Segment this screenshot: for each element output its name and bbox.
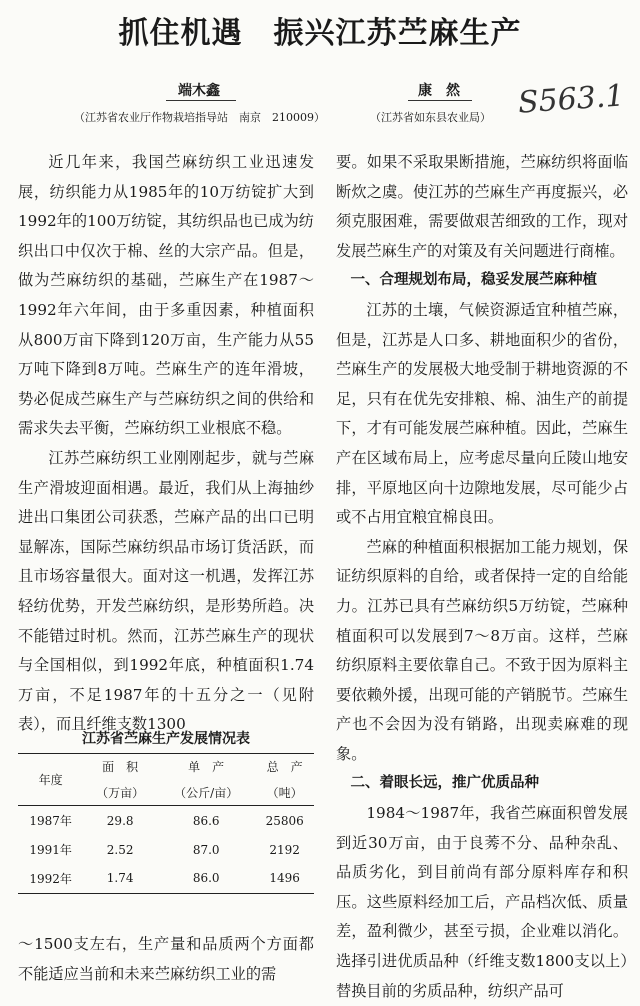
table-cell-year: 1992年 [29, 871, 72, 886]
table-cell-year: 1991年 [29, 843, 72, 857]
handwritten-classification-note: S563.1 [516, 78, 626, 121]
production-table-block [18, 725, 314, 894]
right-column [336, 148, 628, 1006]
table-cell-yield: 86.6 [192, 813, 220, 828]
table-title: 江苏省苎麻生产发展情况表 [82, 731, 250, 747]
left-column [18, 148, 314, 740]
article-title: 抓住机遇 振兴江苏苎麻生产 [118, 16, 522, 51]
table-row [18, 806, 314, 836]
author-1: 端木鑫 [178, 83, 220, 99]
table-row [18, 864, 314, 894]
table-cell-year: 1987年 [29, 814, 72, 829]
author-2-affiliation: （江苏省如东县农业局） [370, 111, 491, 124]
intro-continued: 要。如果不采取果断措施，苎麻纺织将面临断炊之虞。使江苏的苎麻生产再度振兴，必须克服困难，需要做艰苦细致的工作，现对发展苎麻生产的对策及有关问题进行商榷。 [336, 153, 628, 260]
table-cell-area: 1.74 [106, 871, 134, 886]
author-2-underline [408, 100, 472, 101]
intro-paragraph-2: 江苏苎麻纺织工业刚刚起步，就与苎麻生产滑坡迎面相遇。最近，我们从上海抽纱进出口集团公司获悉，苎麻产品的出口已明显解冻，国际苎麻纺织品市场订货活跃，而且市场容量很大。面对这一机遇，发挥江苏轻纺优势，开发苎麻纺织，是形势所趋。决不能错过时机。然而，江苏苎麻生产的现状与全国相似，到1992年底，种植面积1.74万亩，不足1987年的十五分之一（见附表），而且纤维支数1300 [18, 448, 314, 734]
table-header-area: 面 积 [102, 760, 139, 775]
table-cell-area: 29.8 [106, 813, 134, 828]
table-col-year: 年度 [38, 773, 63, 787]
intro-paragraph-1: 近几年来，我国苎麻纺织工业迅速发展，纺织能力从1985年的10万纺锭扩大到1992年的100万纺锭，其纺织品也已成为纺织出口中仅次于棉、丝的大宗产品。但是，做为苎麻纺织的基础，苎麻生产在1987～1992年六年间，由于多重因素，种植面积从800万亩下降到120万亩，生产能力从55万吨下降到8万吨。苎麻生产的连年滑坡，势必促成苎麻生产与苎麻纺织之间的供给和需求失去平衡，苎麻纺织工业根底不稳。 [18, 153, 314, 438]
table-cell-area: 2.52 [106, 842, 134, 857]
table-cell-yield: 87.0 [192, 842, 220, 857]
author-1-underline [166, 100, 236, 101]
section-1-paragraph-2: 苎麻的种植面积根据加工能力规划，保证纺织原料的自给，或者保持一定的自给能力。江苏已具有苎麻纺织5万纺锭，苎麻种植面积可以发展到7～8万亩。这样，苎麻纺织原料主要依靠自己。不致于因为原料主要依赖外援，出现可能的产销脱节。苎麻生产也不会因为没有销路，出现卖麻难的现象。 [336, 537, 628, 763]
table-header-yield: 单 产 [188, 760, 225, 775]
table-cell-total: 1496 [269, 871, 300, 886]
intro-paragraph-2-continued: ～1500支左右，生产量和品质两个方面都不能适应当前和未来苎麻纺织工业的需 [18, 935, 314, 983]
section-2-heading: 二、着眼长远，推广优质品种 [350, 775, 539, 792]
table-unit-yield: （公斤/亩） [174, 785, 239, 800]
table-cell-total: 25806 [265, 813, 304, 828]
author-2: 康 然 [418, 83, 460, 99]
table-cell-yield: 86.0 [192, 871, 220, 886]
table-unit-area: （万亩） [96, 785, 145, 800]
author-1-affiliation: （江苏省农业厅作物栽培指导站 南京 210009） [74, 111, 325, 124]
table-unit-total: （吨） [266, 785, 303, 800]
section-2-paragraph-1: 1984～1987年，我省苎麻面积曾发展到近30万亩，由于良莠不分、品种杂乱、品质劣化，到目前尚有部分原料库存和积压。这些原料经加工后，产品档次低、质量差，盈利微少，甚至亏损，企业难以消化。选择引进优质品种（纤维支数1800支以上）替换目前的劣质品种，纺织产品可 [336, 804, 628, 1000]
table-header-total: 总 产 [266, 760, 303, 775]
section-1-paragraph-1: 江苏的土壤，气候资源适宜种植苎麻，但是，江苏是人口多、耕地面积少的省份，苎麻生产的发展极大地受制于耕地资源的不足，只有在优先安排粮、棉、油生产的前提下，才有可能发展苎麻种植。因此，苎麻生产在区域布局上，应考虑尽量向丘陵山地安排，平原地区向十边隙地发展，尽可能少占或不占用宜粮宜棉良田。 [336, 300, 628, 527]
production-table [18, 753, 314, 894]
table-row [18, 836, 314, 864]
table-cell-total: 2192 [269, 842, 300, 857]
section-1-heading: 一、合理规划布局，稳妥发展苎麻种植 [350, 272, 597, 289]
left-column-tail [18, 930, 314, 989]
